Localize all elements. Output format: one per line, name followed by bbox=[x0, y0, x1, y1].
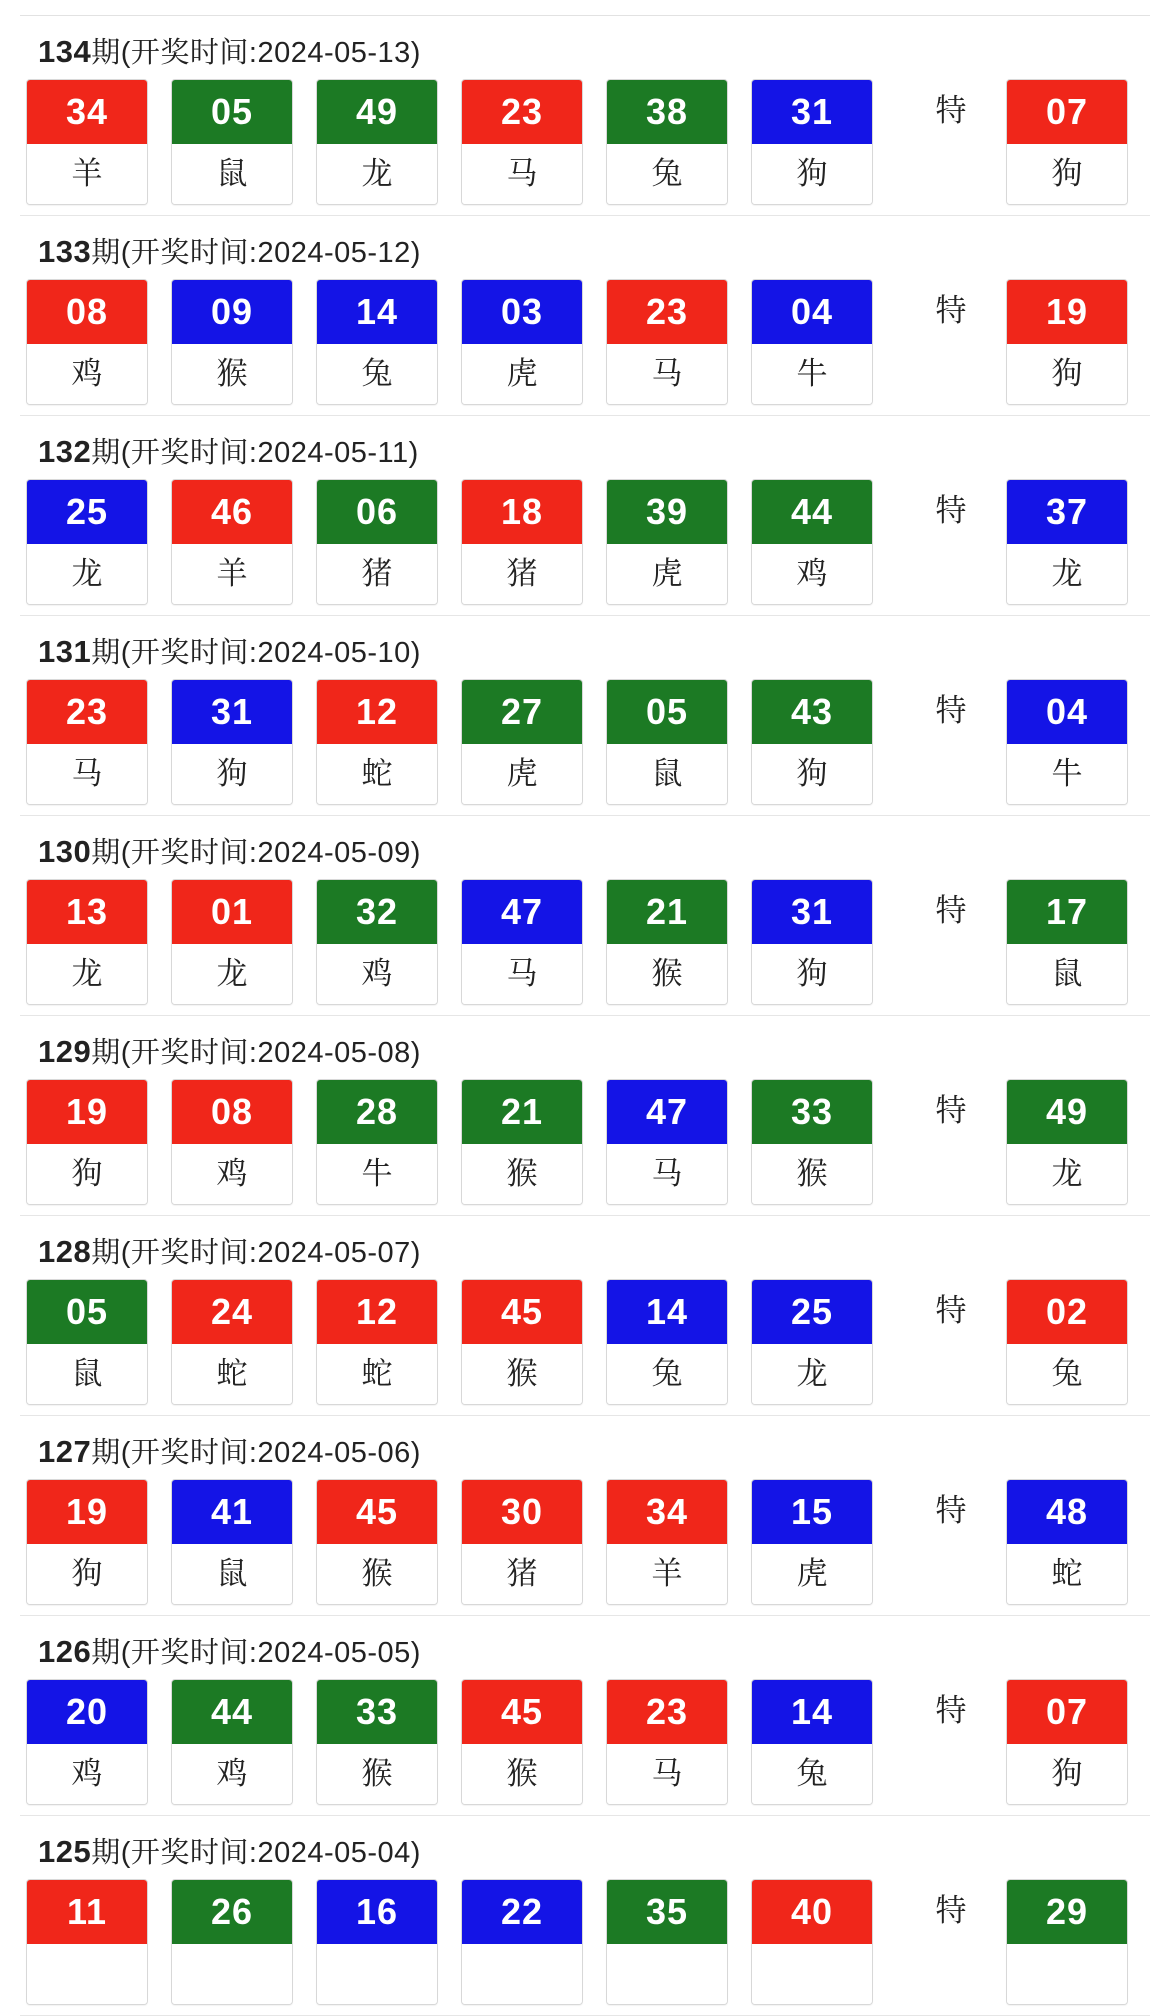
draw-header bbox=[20, 816, 1150, 879]
balls-row bbox=[20, 679, 1150, 805]
ball-number: 14 bbox=[317, 280, 437, 344]
special-ball-cell bbox=[1006, 1479, 1128, 1605]
ball-number: 12 bbox=[317, 1280, 437, 1344]
ball-number: 05 bbox=[27, 1280, 147, 1344]
ball-number: 18 bbox=[462, 480, 582, 544]
ball-cell bbox=[751, 679, 873, 805]
ball-zodiac: 鼠 bbox=[172, 1544, 292, 1604]
draw-issue-number: 134 bbox=[38, 34, 92, 69]
special-ball-label: 特 bbox=[935, 1093, 967, 1128]
ball-zodiac: 牛 bbox=[752, 344, 872, 404]
ball-zodiac: 马 bbox=[607, 1144, 727, 1204]
draw-issue-number: 129 bbox=[38, 1034, 92, 1069]
draw-header bbox=[20, 1816, 1150, 1879]
ball-cell bbox=[751, 879, 873, 1005]
special-ball-label: 特 bbox=[935, 1493, 967, 1528]
ball-number: 21 bbox=[462, 1080, 582, 1144]
ball-number: 25 bbox=[752, 1280, 872, 1344]
ball-cell bbox=[26, 879, 148, 1005]
special-ball-label: 特 bbox=[935, 1293, 967, 1328]
ball-zodiac: 狗 bbox=[27, 1544, 147, 1604]
ball-number: 47 bbox=[607, 1080, 727, 1144]
ball-zodiac: 鼠 bbox=[172, 144, 292, 204]
ball-number: 46 bbox=[172, 480, 292, 544]
ball-number: 41 bbox=[172, 1480, 292, 1544]
ball-cell bbox=[26, 1079, 148, 1205]
ball-cell bbox=[171, 1279, 293, 1405]
ball-zodiac: 猴 bbox=[462, 1744, 582, 1804]
ball-number: 15 bbox=[752, 1480, 872, 1544]
ball-zodiac: 兔 bbox=[317, 344, 437, 404]
special-ball-zodiac: 蛇 bbox=[1007, 1544, 1127, 1604]
draw-issue-number: 125 bbox=[38, 1834, 92, 1869]
ball-zodiac: 猴 bbox=[462, 1344, 582, 1404]
draw-date-label: 期(开奖时间:2024-05-11) bbox=[91, 437, 419, 469]
special-ball-number: 02 bbox=[1007, 1280, 1127, 1344]
ball-cell bbox=[316, 479, 438, 605]
ball-zodiac: 鸡 bbox=[27, 1744, 147, 1804]
special-ball-number: 29 bbox=[1007, 1880, 1127, 1944]
draw-block bbox=[20, 16, 1150, 216]
ball-zodiac: 蛇 bbox=[172, 1344, 292, 1404]
balls-row bbox=[20, 479, 1150, 605]
ball-zodiac: 龙 bbox=[752, 1344, 872, 1404]
ball-cell bbox=[171, 479, 293, 605]
ball-number: 34 bbox=[27, 80, 147, 144]
ball-number: 32 bbox=[317, 880, 437, 944]
draw-date-label: 期(开奖时间:2024-05-04) bbox=[91, 1837, 421, 1869]
ball-number: 25 bbox=[27, 480, 147, 544]
ball-cell bbox=[171, 879, 293, 1005]
special-ball-label: 特 bbox=[935, 1893, 967, 1928]
ball-number: 03 bbox=[462, 280, 582, 344]
ball-number: 23 bbox=[607, 1680, 727, 1744]
ball-zodiac bbox=[172, 1944, 292, 2004]
ball-number: 44 bbox=[172, 1680, 292, 1744]
ball-zodiac: 马 bbox=[607, 1744, 727, 1804]
special-ball-number: 04 bbox=[1007, 680, 1127, 744]
ball-cell bbox=[171, 1479, 293, 1605]
ball-cell bbox=[751, 1079, 873, 1205]
ball-cell bbox=[461, 1079, 583, 1205]
draw-header bbox=[20, 616, 1150, 679]
ball-cell bbox=[751, 1479, 873, 1605]
ball-zodiac: 马 bbox=[607, 344, 727, 404]
draw-header bbox=[20, 416, 1150, 479]
ball-number: 38 bbox=[607, 80, 727, 144]
draw-date-label: 期(开奖时间:2024-05-08) bbox=[91, 1037, 421, 1069]
ball-zodiac: 虎 bbox=[752, 1544, 872, 1604]
special-ball-zodiac: 牛 bbox=[1007, 744, 1127, 804]
special-ball-zodiac: 狗 bbox=[1007, 144, 1127, 204]
ball-cell bbox=[26, 1279, 148, 1405]
ball-cell bbox=[461, 679, 583, 805]
ball-cell bbox=[171, 1079, 293, 1205]
ball-number: 31 bbox=[172, 680, 292, 744]
ball-number: 19 bbox=[27, 1080, 147, 1144]
special-ball-number: 48 bbox=[1007, 1480, 1127, 1544]
ball-number: 23 bbox=[462, 80, 582, 144]
ball-cell bbox=[26, 79, 148, 205]
ball-number: 45 bbox=[462, 1680, 582, 1744]
draw-block bbox=[20, 616, 1150, 816]
ball-number: 49 bbox=[317, 80, 437, 144]
ball-zodiac: 蛇 bbox=[317, 744, 437, 804]
ball-cell bbox=[606, 279, 728, 405]
ball-cell bbox=[461, 479, 583, 605]
ball-cell bbox=[461, 1479, 583, 1605]
ball-number: 09 bbox=[172, 280, 292, 344]
ball-number: 31 bbox=[752, 80, 872, 144]
ball-number: 14 bbox=[752, 1680, 872, 1744]
ball-cell bbox=[606, 679, 728, 805]
draw-issue-number: 126 bbox=[38, 1634, 92, 1669]
ball-number: 24 bbox=[172, 1280, 292, 1344]
draw-block bbox=[20, 1816, 1150, 2016]
special-ball-number: 19 bbox=[1007, 280, 1127, 344]
special-ball-cell bbox=[1006, 479, 1128, 605]
ball-zodiac: 狗 bbox=[27, 1144, 147, 1204]
special-ball-label: 特 bbox=[935, 893, 967, 928]
ball-zodiac: 鸡 bbox=[172, 1144, 292, 1204]
ball-zodiac: 马 bbox=[462, 144, 582, 204]
ball-cell bbox=[171, 79, 293, 205]
draw-date-label: 期(开奖时间:2024-05-06) bbox=[91, 1437, 421, 1469]
balls-row bbox=[20, 1879, 1150, 2005]
draw-list bbox=[0, 16, 1170, 2016]
ball-zodiac: 虎 bbox=[607, 544, 727, 604]
ball-cell bbox=[316, 1079, 438, 1205]
draw-date-label: 期(开奖时间:2024-05-13) bbox=[91, 37, 421, 69]
ball-cell bbox=[606, 1479, 728, 1605]
ball-number: 05 bbox=[172, 80, 292, 144]
ball-number: 13 bbox=[27, 880, 147, 944]
draw-issue-number: 133 bbox=[38, 234, 92, 269]
balls-row bbox=[20, 1679, 1150, 1805]
ball-cell bbox=[606, 1679, 728, 1805]
balls-row bbox=[20, 879, 1150, 1005]
ball-cell bbox=[751, 1879, 873, 2005]
ball-zodiac: 鸡 bbox=[317, 944, 437, 1004]
draw-date-label: 期(开奖时间:2024-05-09) bbox=[91, 837, 421, 869]
ball-cell bbox=[26, 1679, 148, 1805]
draw-issue-number: 128 bbox=[38, 1234, 92, 1269]
ball-number: 16 bbox=[317, 1880, 437, 1944]
ball-zodiac: 狗 bbox=[752, 144, 872, 204]
ball-number: 22 bbox=[462, 1880, 582, 1944]
ball-zodiac: 虎 bbox=[462, 744, 582, 804]
ball-number: 47 bbox=[462, 880, 582, 944]
ball-cell bbox=[26, 679, 148, 805]
balls-row bbox=[20, 1079, 1150, 1205]
draw-header bbox=[20, 1616, 1150, 1679]
ball-cell bbox=[171, 1879, 293, 2005]
ball-cell bbox=[606, 479, 728, 605]
ball-zodiac: 兔 bbox=[607, 144, 727, 204]
ball-number: 45 bbox=[462, 1280, 582, 1344]
ball-zodiac: 龙 bbox=[27, 944, 147, 1004]
ball-number: 11 bbox=[27, 1880, 147, 1944]
ball-cell bbox=[606, 1079, 728, 1205]
ball-number: 39 bbox=[607, 480, 727, 544]
ball-zodiac: 马 bbox=[27, 744, 147, 804]
draw-block bbox=[20, 1216, 1150, 1416]
top-divider bbox=[20, 0, 1150, 16]
ball-number: 04 bbox=[752, 280, 872, 344]
draw-block bbox=[20, 1016, 1150, 1216]
ball-zodiac: 羊 bbox=[172, 544, 292, 604]
special-ball-cell bbox=[1006, 1079, 1128, 1205]
draw-date-label: 期(开奖时间:2024-05-07) bbox=[91, 1237, 421, 1269]
special-ball-number: 17 bbox=[1007, 880, 1127, 944]
ball-number: 20 bbox=[27, 1680, 147, 1744]
special-ball-label: 特 bbox=[935, 93, 967, 128]
ball-zodiac: 猪 bbox=[317, 544, 437, 604]
ball-cell bbox=[751, 279, 873, 405]
special-ball-zodiac: 狗 bbox=[1007, 1744, 1127, 1804]
ball-number: 35 bbox=[607, 1880, 727, 1944]
balls-row bbox=[20, 79, 1150, 205]
ball-zodiac: 虎 bbox=[462, 344, 582, 404]
ball-cell bbox=[316, 1679, 438, 1805]
special-ball-label: 特 bbox=[935, 693, 967, 728]
ball-number: 05 bbox=[607, 680, 727, 744]
ball-zodiac: 兔 bbox=[607, 1344, 727, 1404]
draw-header bbox=[20, 1416, 1150, 1479]
ball-zodiac: 龙 bbox=[172, 944, 292, 1004]
special-ball-zodiac: 龙 bbox=[1007, 1144, 1127, 1204]
ball-zodiac: 猴 bbox=[462, 1144, 582, 1204]
draw-header bbox=[20, 216, 1150, 279]
ball-number: 12 bbox=[317, 680, 437, 744]
special-ball-cell bbox=[1006, 879, 1128, 1005]
ball-cell bbox=[26, 479, 148, 605]
ball-number: 26 bbox=[172, 1880, 292, 1944]
draw-date-label: 期(开奖时间:2024-05-12) bbox=[91, 237, 421, 269]
draw-issue-number: 132 bbox=[38, 434, 92, 469]
balls-row bbox=[20, 1479, 1150, 1605]
ball-zodiac: 猴 bbox=[752, 1144, 872, 1204]
ball-cell bbox=[606, 1879, 728, 2005]
draw-date-label: 期(开奖时间:2024-05-10) bbox=[91, 637, 421, 669]
balls-row bbox=[20, 1279, 1150, 1405]
draw-issue-number: 127 bbox=[38, 1434, 92, 1469]
ball-number: 23 bbox=[27, 680, 147, 744]
ball-cell bbox=[461, 1679, 583, 1805]
draw-block bbox=[20, 1616, 1150, 1816]
special-ball-zodiac: 鼠 bbox=[1007, 944, 1127, 1004]
ball-number: 01 bbox=[172, 880, 292, 944]
ball-zodiac: 猪 bbox=[462, 1544, 582, 1604]
ball-cell bbox=[751, 1279, 873, 1405]
ball-number: 28 bbox=[317, 1080, 437, 1144]
special-ball-label: 特 bbox=[935, 493, 967, 528]
special-ball-zodiac bbox=[1007, 1944, 1127, 2004]
ball-zodiac: 兔 bbox=[752, 1744, 872, 1804]
ball-number: 40 bbox=[752, 1880, 872, 1944]
draw-block bbox=[20, 816, 1150, 1016]
ball-number: 21 bbox=[607, 880, 727, 944]
ball-number: 45 bbox=[317, 1480, 437, 1544]
ball-cell bbox=[26, 1479, 148, 1605]
draw-header bbox=[20, 16, 1150, 79]
ball-number: 14 bbox=[607, 1280, 727, 1344]
ball-zodiac: 蛇 bbox=[317, 1344, 437, 1404]
ball-zodiac bbox=[752, 1944, 872, 2004]
draw-header bbox=[20, 1016, 1150, 1079]
ball-cell bbox=[316, 679, 438, 805]
special-ball-cell bbox=[1006, 1279, 1128, 1405]
draw-issue-number: 131 bbox=[38, 634, 92, 669]
ball-cell bbox=[461, 1879, 583, 2005]
ball-cell bbox=[316, 1279, 438, 1405]
special-ball-number: 07 bbox=[1007, 80, 1127, 144]
ball-number: 06 bbox=[317, 480, 437, 544]
ball-cell bbox=[316, 879, 438, 1005]
ball-zodiac: 狗 bbox=[172, 744, 292, 804]
special-ball-cell bbox=[1006, 1879, 1128, 2005]
special-ball-cell bbox=[1006, 679, 1128, 805]
ball-number: 31 bbox=[752, 880, 872, 944]
special-ball-cell bbox=[1006, 79, 1128, 205]
ball-zodiac: 鸡 bbox=[172, 1744, 292, 1804]
special-ball-zodiac: 龙 bbox=[1007, 544, 1127, 604]
ball-cell bbox=[461, 879, 583, 1005]
ball-number: 43 bbox=[752, 680, 872, 744]
special-ball-zodiac: 兔 bbox=[1007, 1344, 1127, 1404]
ball-cell bbox=[751, 479, 873, 605]
ball-zodiac bbox=[27, 1944, 147, 2004]
ball-number: 33 bbox=[752, 1080, 872, 1144]
ball-number: 08 bbox=[172, 1080, 292, 1144]
ball-zodiac: 马 bbox=[462, 944, 582, 1004]
ball-cell bbox=[461, 279, 583, 405]
ball-cell bbox=[26, 279, 148, 405]
ball-zodiac bbox=[462, 1944, 582, 2004]
ball-zodiac: 羊 bbox=[607, 1544, 727, 1604]
ball-cell bbox=[316, 279, 438, 405]
ball-zodiac: 龙 bbox=[27, 544, 147, 604]
ball-cell bbox=[461, 1279, 583, 1405]
ball-cell bbox=[606, 79, 728, 205]
ball-zodiac: 猪 bbox=[462, 544, 582, 604]
ball-number: 19 bbox=[27, 1480, 147, 1544]
ball-zodiac: 狗 bbox=[752, 944, 872, 1004]
ball-cell bbox=[316, 1879, 438, 2005]
draw-header bbox=[20, 1216, 1150, 1279]
ball-number: 44 bbox=[752, 480, 872, 544]
ball-cell bbox=[751, 79, 873, 205]
special-ball-zodiac: 狗 bbox=[1007, 344, 1127, 404]
ball-zodiac: 猴 bbox=[317, 1744, 437, 1804]
ball-zodiac: 狗 bbox=[752, 744, 872, 804]
ball-zodiac: 鼠 bbox=[607, 744, 727, 804]
ball-number: 08 bbox=[27, 280, 147, 344]
ball-zodiac: 鸡 bbox=[752, 544, 872, 604]
special-ball-label: 特 bbox=[935, 293, 967, 328]
ball-zodiac: 牛 bbox=[317, 1144, 437, 1204]
ball-cell bbox=[171, 279, 293, 405]
special-ball-number: 37 bbox=[1007, 480, 1127, 544]
ball-cell bbox=[751, 1679, 873, 1805]
special-ball-number: 07 bbox=[1007, 1680, 1127, 1744]
ball-zodiac bbox=[607, 1944, 727, 2004]
special-ball-number: 49 bbox=[1007, 1080, 1127, 1144]
ball-number: 33 bbox=[317, 1680, 437, 1744]
special-ball-label: 特 bbox=[935, 1693, 967, 1728]
ball-cell bbox=[606, 879, 728, 1005]
draw-block bbox=[20, 1416, 1150, 1616]
balls-row bbox=[20, 279, 1150, 405]
ball-zodiac: 羊 bbox=[27, 144, 147, 204]
ball-cell bbox=[316, 1479, 438, 1605]
ball-cell bbox=[171, 679, 293, 805]
draw-date-label: 期(开奖时间:2024-05-05) bbox=[91, 1637, 421, 1669]
draw-block bbox=[20, 416, 1150, 616]
ball-zodiac bbox=[317, 1944, 437, 2004]
ball-number: 30 bbox=[462, 1480, 582, 1544]
special-ball-cell bbox=[1006, 1679, 1128, 1805]
ball-number: 27 bbox=[462, 680, 582, 744]
ball-cell bbox=[171, 1679, 293, 1805]
ball-cell bbox=[316, 79, 438, 205]
ball-zodiac: 猴 bbox=[317, 1544, 437, 1604]
draw-issue-number: 130 bbox=[38, 834, 92, 869]
ball-zodiac: 鸡 bbox=[27, 344, 147, 404]
ball-cell bbox=[461, 79, 583, 205]
ball-zodiac: 猴 bbox=[607, 944, 727, 1004]
ball-number: 34 bbox=[607, 1480, 727, 1544]
draw-block bbox=[20, 216, 1150, 416]
ball-cell bbox=[606, 1279, 728, 1405]
ball-zodiac: 鼠 bbox=[27, 1344, 147, 1404]
ball-number: 23 bbox=[607, 280, 727, 344]
ball-zodiac: 猴 bbox=[172, 344, 292, 404]
ball-zodiac: 龙 bbox=[317, 144, 437, 204]
special-ball-cell bbox=[1006, 279, 1128, 405]
ball-cell bbox=[26, 1879, 148, 2005]
